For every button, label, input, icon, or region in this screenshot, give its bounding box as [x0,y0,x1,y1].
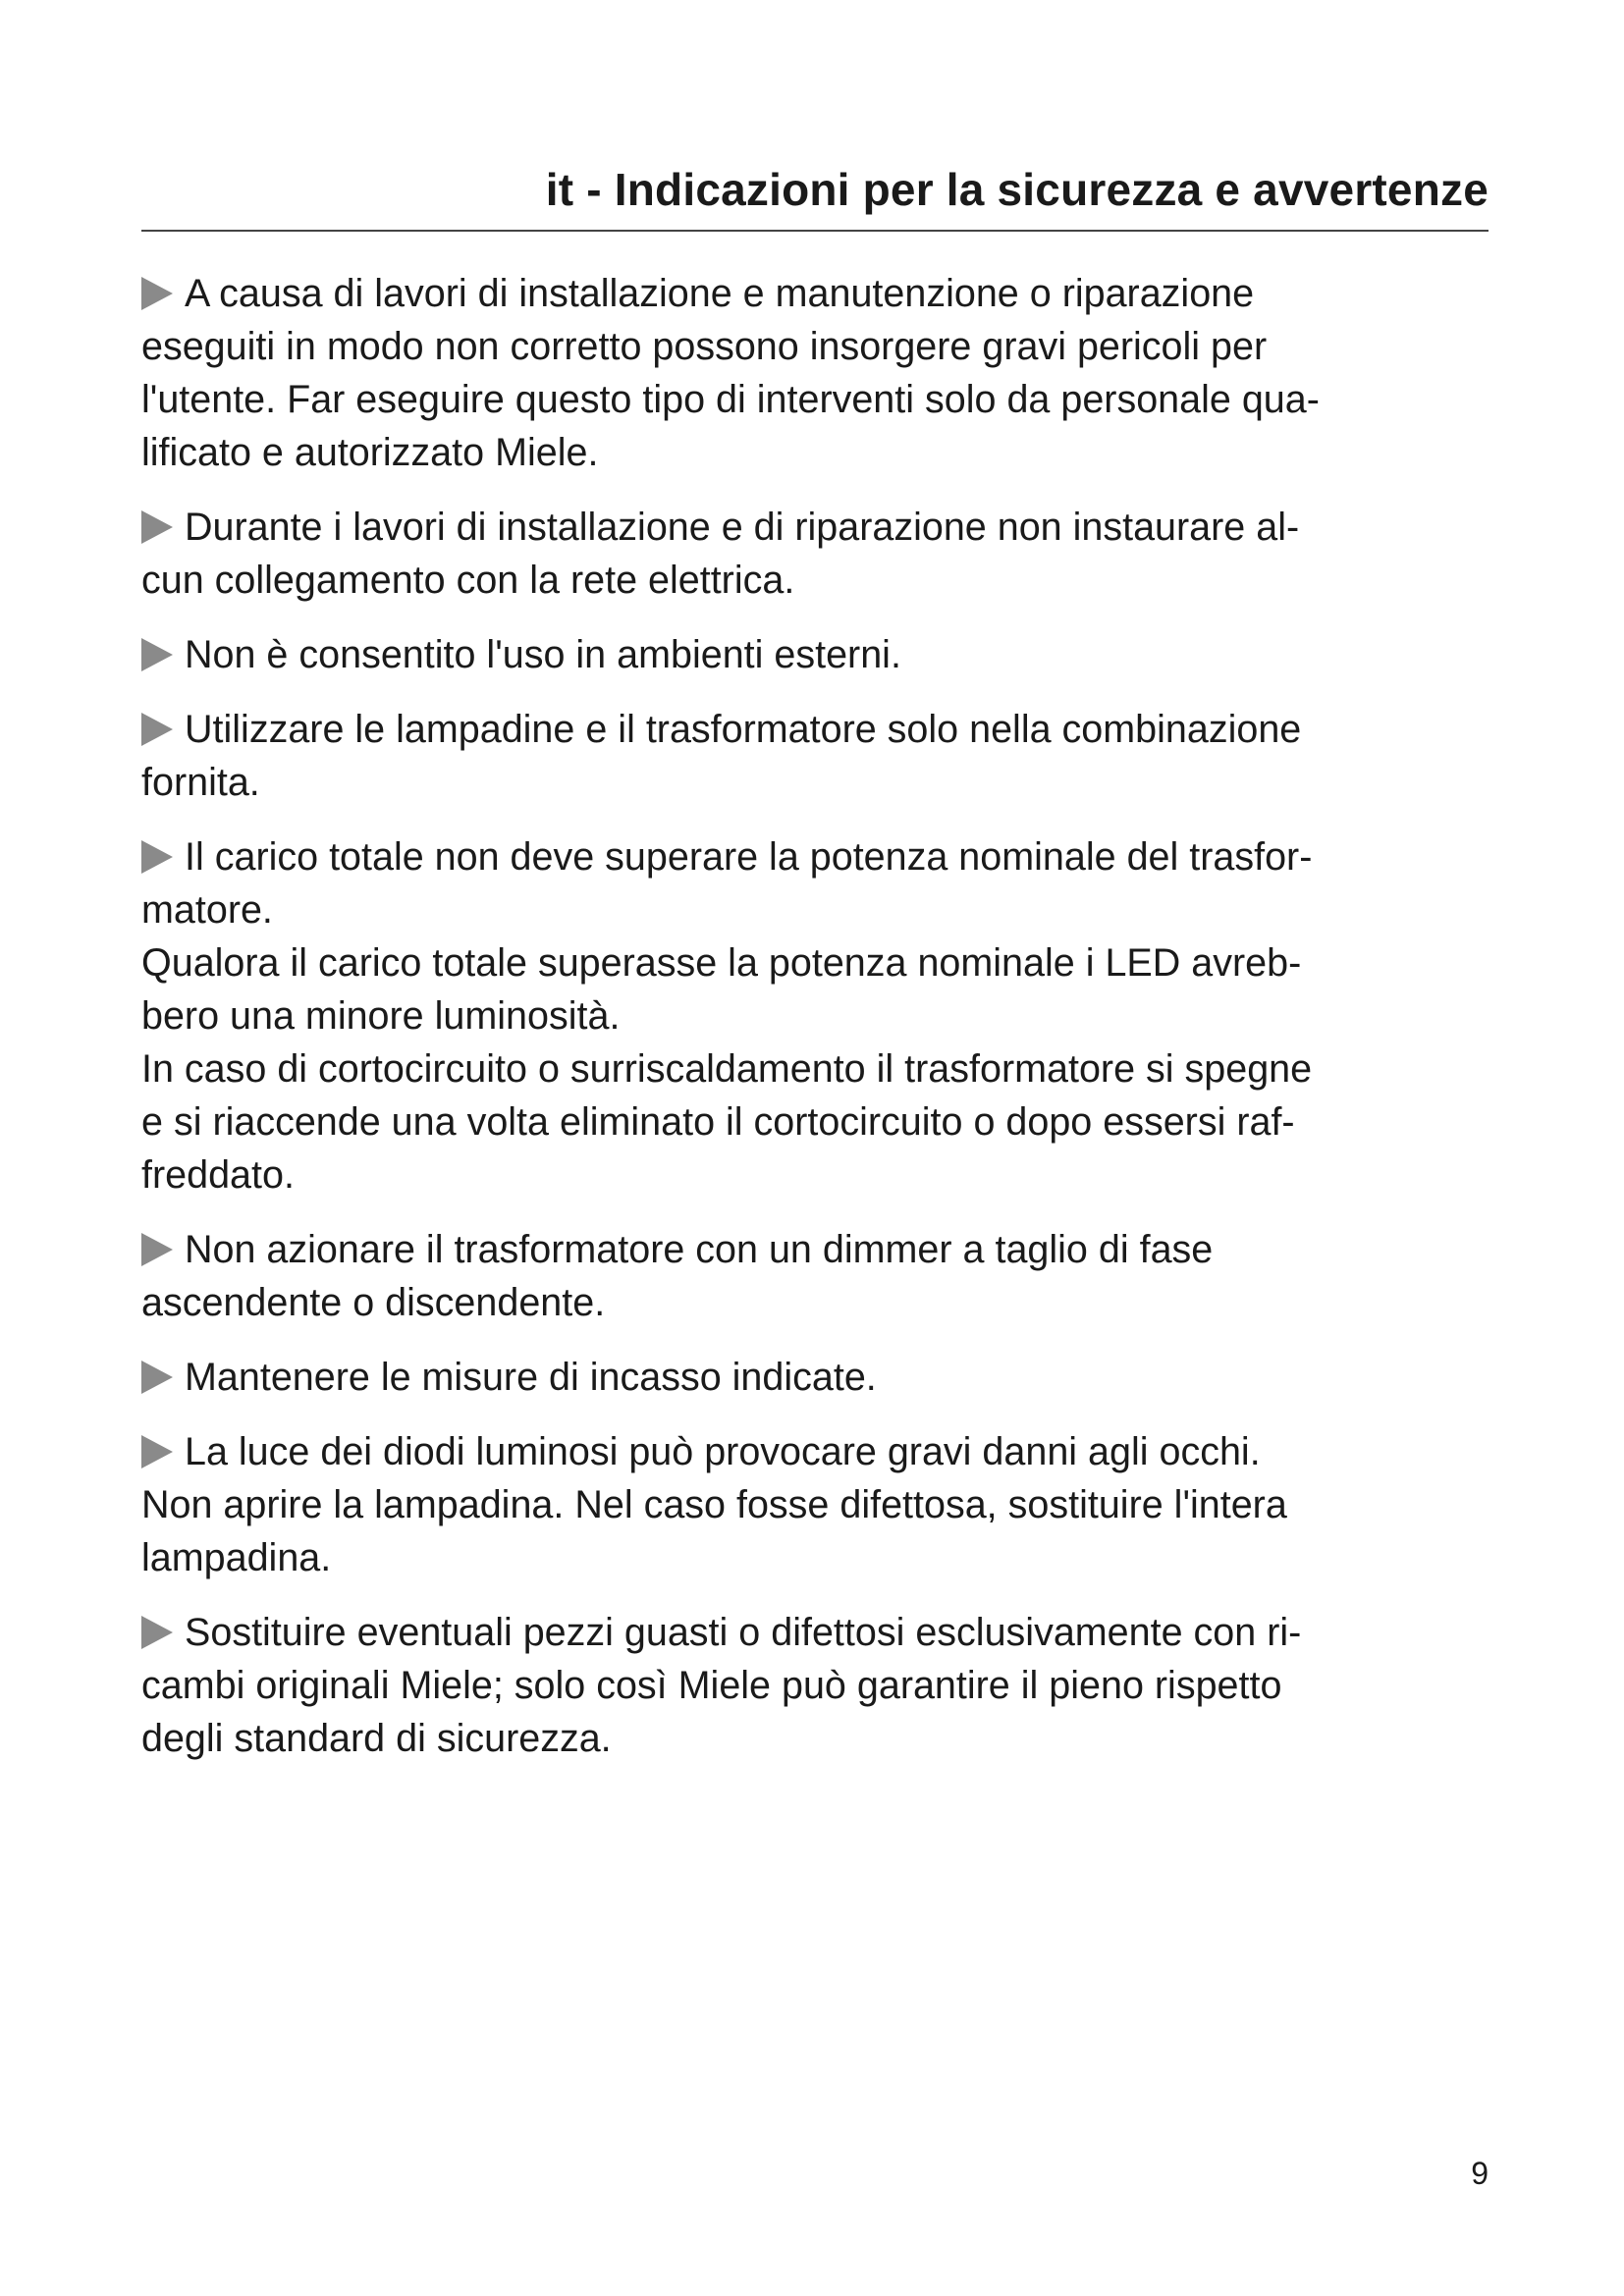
instruction-line: Il carico totale non deve superare la potenza nominale del trasfor- [141,830,1489,883]
instruction-line: Durante i lavori di installazione e di riparazione non instaurare al- [141,501,1489,554]
triangle-bullet-icon [141,510,173,544]
instruction-line: ascendente o discendente. [141,1281,606,1324]
instruction-line: l'utente. Far eseguire questo tipo di interventi solo da personale qua- [141,378,1320,421]
triangle-bullet-icon [141,1361,173,1394]
safety-instructions-list [141,267,1489,1787]
instruction-line: Non aprire la lampadina. Nel caso fosse difettosa, sostituire l'intera [141,1483,1287,1526]
instruction-line: cambi originali Miele; solo così Miele può garantire il pieno rispetto [141,1664,1282,1707]
instruction-item [141,1223,1489,1329]
instruction-line: Non azionare il trasformatore con un dimmer a taglio di fase [141,1223,1489,1276]
instruction-line: lificato e autorizzato Miele. [141,431,599,474]
page-number: 9 [1471,2156,1489,2191]
instruction-line: Mantenere le misure di incasso indicate. [141,1351,1489,1404]
triangle-bullet-icon [141,713,173,746]
instruction-item [141,1606,1489,1765]
instruction-line: In caso di cortocircuito o surriscaldamento il trasformatore si spegne [141,1047,1313,1091]
page-title: it - Indicazioni per la sicurezza e avvertenze [545,164,1489,215]
instruction-line: bero una minore luminosità. [141,994,621,1038]
instruction-item [141,628,1489,681]
instruction-line: Qualora il carico totale superasse la potenza nominale i LED avreb- [141,941,1302,985]
instruction-line: eseguiti in modo non corretto possono insorgere gravi pericoli per [141,325,1268,368]
instruction-line: freddato. [141,1153,295,1197]
instruction-item [141,703,1489,809]
triangle-bullet-icon [141,638,173,671]
instruction-item [141,1351,1489,1404]
instruction-line: Sostituire eventuali pezzi guasti o difettosi esclusivamente con ri- [141,1606,1489,1659]
instruction-line: degli standard di sicurezza. [141,1717,612,1760]
instruction-line: Non è consentito l'uso in ambienti esterni. [141,628,1489,681]
instruction-line: cun collegamento con la rete elettrica. [141,559,795,602]
instruction-item [141,501,1489,607]
triangle-bullet-icon [141,840,173,874]
page-header [141,155,1489,232]
instruction-line: lampadina. [141,1536,332,1579]
instruction-line: Utilizzare le lampadine e il trasformatore solo nella combinazione [141,703,1489,756]
instruction-line: e si riaccende una volta eliminato il cortocircuito o dopo essersi raf- [141,1100,1295,1144]
triangle-bullet-icon [141,1616,173,1649]
instruction-line: matore. [141,888,273,932]
triangle-bullet-icon [141,277,173,310]
instruction-item [141,1425,1489,1584]
instruction-item [141,830,1489,1201]
instruction-line: La luce dei diodi luminosi può provocare gravi danni agli occhi. [141,1425,1489,1478]
triangle-bullet-icon [141,1233,173,1266]
instruction-line: fornita. [141,761,260,804]
instruction-item [141,267,1489,479]
instruction-line: A causa di lavori di installazione e manutenzione o riparazione [141,267,1489,320]
triangle-bullet-icon [141,1435,173,1468]
